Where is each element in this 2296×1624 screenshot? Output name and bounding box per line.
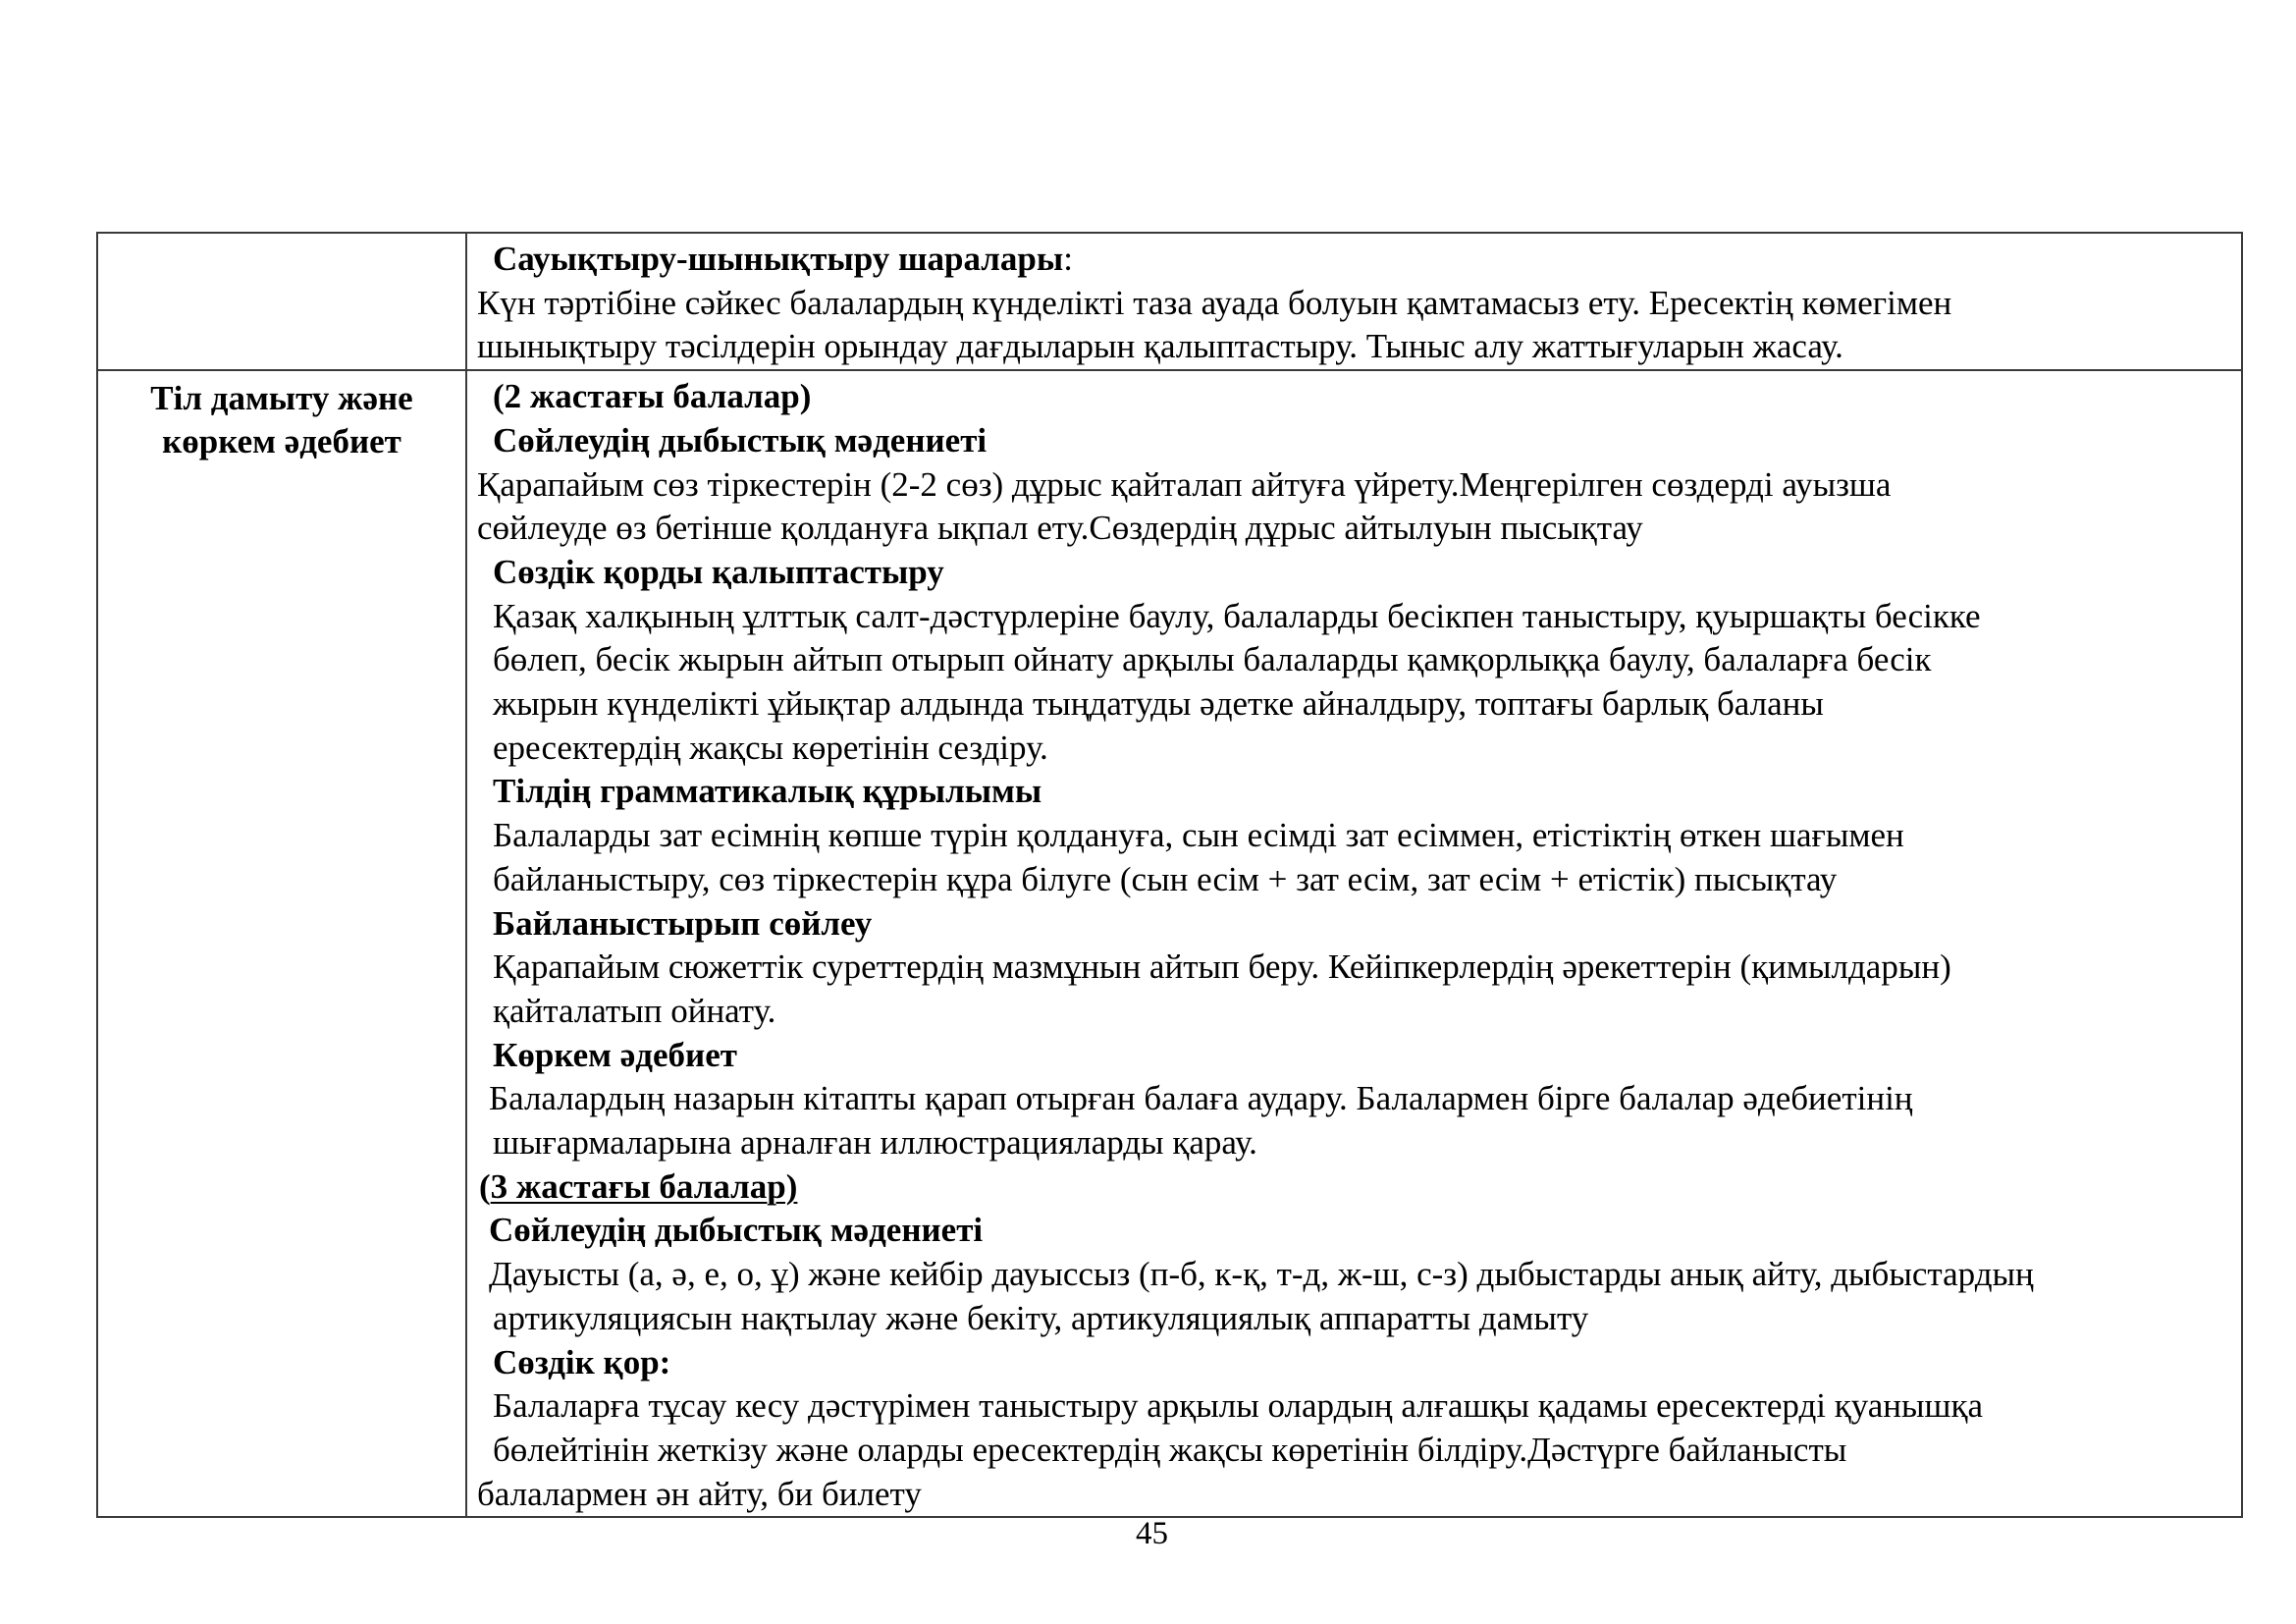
page-number: 45 bbox=[1136, 1516, 1168, 1551]
row-label-line: Тіл дамыту және bbox=[150, 379, 413, 418]
section-heading: Сөйлеудің дыбыстық мәдениеті bbox=[493, 420, 988, 460]
section-heading: Тілдің грамматикалық құрылымы bbox=[493, 772, 1042, 811]
text-line: байланыстыру, сөз тіркестерін құра білуге (сын есім + зат есім, зат есім + етістік) пысықтау bbox=[493, 859, 1838, 898]
text-line: сөйлеуде өз бетінше қолдануға ықпал ету.Сөздердің дұрыс айтылуын пысықтау bbox=[477, 509, 1643, 548]
text-line: Қарапайым сюжеттік суреттердің мазмұнын айтып беру. Кейіпкерлердің әрекеттерін (қимылдарын) bbox=[493, 947, 1951, 987]
age-group-paren: ( bbox=[479, 1166, 491, 1206]
row-label-empty bbox=[97, 233, 466, 370]
section-heading: Сөздік қорды қалыптастыру bbox=[493, 552, 944, 591]
text-line: шынықтыру тәсілдерін орындау дағдыларын қалыптастыру. Тыныс алу жаттығуларын жасау. bbox=[477, 327, 1843, 366]
table-row-health bbox=[97, 233, 2242, 370]
text-line: Балаларға тұсау кесу дәстүрімен таныстыру арқылы олардың алғашқы қадамы ересектерді қуанышқа bbox=[493, 1386, 1984, 1426]
section-heading: Байланыстырып сөйлеу bbox=[493, 903, 873, 943]
text-line: Дауысты (а, ә, е, о, ұ) және кейбір дауыссыз (п-б, к-қ, т-д, ж-ш, с-з) дыбыстарды анық айту, дыбыстардың bbox=[489, 1255, 2034, 1294]
section-heading-line bbox=[477, 238, 2241, 282]
text-line: бөлейтінін жеткізу және оларды ересектердің жақсы көретінін білдіру.Дәстүрге байланысты bbox=[493, 1430, 1847, 1469]
section-heading: Көркем әдебиет bbox=[493, 1035, 737, 1074]
text-line: Балалардың назарын кітапты қарап отырған балаға аудару. Балалармен бірге балалар әдебиетінің bbox=[489, 1079, 1913, 1118]
text-line: бөлеп, бесік жырын айтып отырып ойнату арқылы балаларды қамқорлыққа баулу, балаларға бесік bbox=[493, 640, 1932, 679]
row-label-language bbox=[97, 370, 466, 1517]
curriculum-table bbox=[96, 232, 2243, 1518]
section-heading: Сөйлеудің дыбыстық мәдениеті bbox=[489, 1211, 984, 1250]
row-content-health bbox=[466, 233, 2242, 370]
row-label-line: көркем әдебиет bbox=[162, 422, 401, 461]
text-line: Балаларды зат есімнің көпше түрін қолдануға, сын есімді зат есіммен, етістіктің өткен шағымен bbox=[493, 816, 1904, 855]
heading-colon: : bbox=[1063, 240, 1073, 278]
section-heading: Сөздік қор: bbox=[493, 1342, 671, 1381]
text-line: артикуляциясын нақтылау және бекіту, артикуляциялық аппаратты дамыту bbox=[493, 1298, 1589, 1337]
text-line: шығармаларына арналған иллюстрацияларды қарау. bbox=[493, 1123, 1257, 1163]
text-line: Қазақ халқының ұлттық салт-дәстүрлеріне баулу, балаларды бесікпен таныстыру, қуыршақты бесікке bbox=[493, 596, 1981, 635]
section-heading: Сауықтыру-шынықтыру шаралары bbox=[493, 240, 1064, 278]
table-row-language bbox=[97, 370, 2242, 1517]
text-line: балалармен ән айту, би билету bbox=[477, 1474, 922, 1513]
text-line: Қарапайым сөз тіркестерін (2-2 сөз) дұрыс қайталап айтуға үйрету.Меңгерілген сөздерді ауызша bbox=[477, 464, 1892, 504]
row-content-language bbox=[466, 370, 2242, 1517]
age-group-heading: 3 жастағы балалар) bbox=[490, 1166, 798, 1206]
age-group-heading-line bbox=[477, 1165, 2241, 1210]
age-group-heading: (2 жастағы балалар) bbox=[493, 377, 812, 416]
text-line: ересектердің жақсы көретінін сездіру. bbox=[493, 728, 1048, 767]
text-line: қайталатып ойнату. bbox=[493, 991, 776, 1030]
text-line: Күн тәртібіне сәйкес балалардың күнделікті таза ауада болуын қамтамасыз ету. Ересектің көмегімен bbox=[477, 283, 1952, 322]
text-line: жырын күнделікті ұйықтар алдында тыңдатуды әдетке айналдыру, топтағы барлық баланы bbox=[493, 684, 1824, 724]
